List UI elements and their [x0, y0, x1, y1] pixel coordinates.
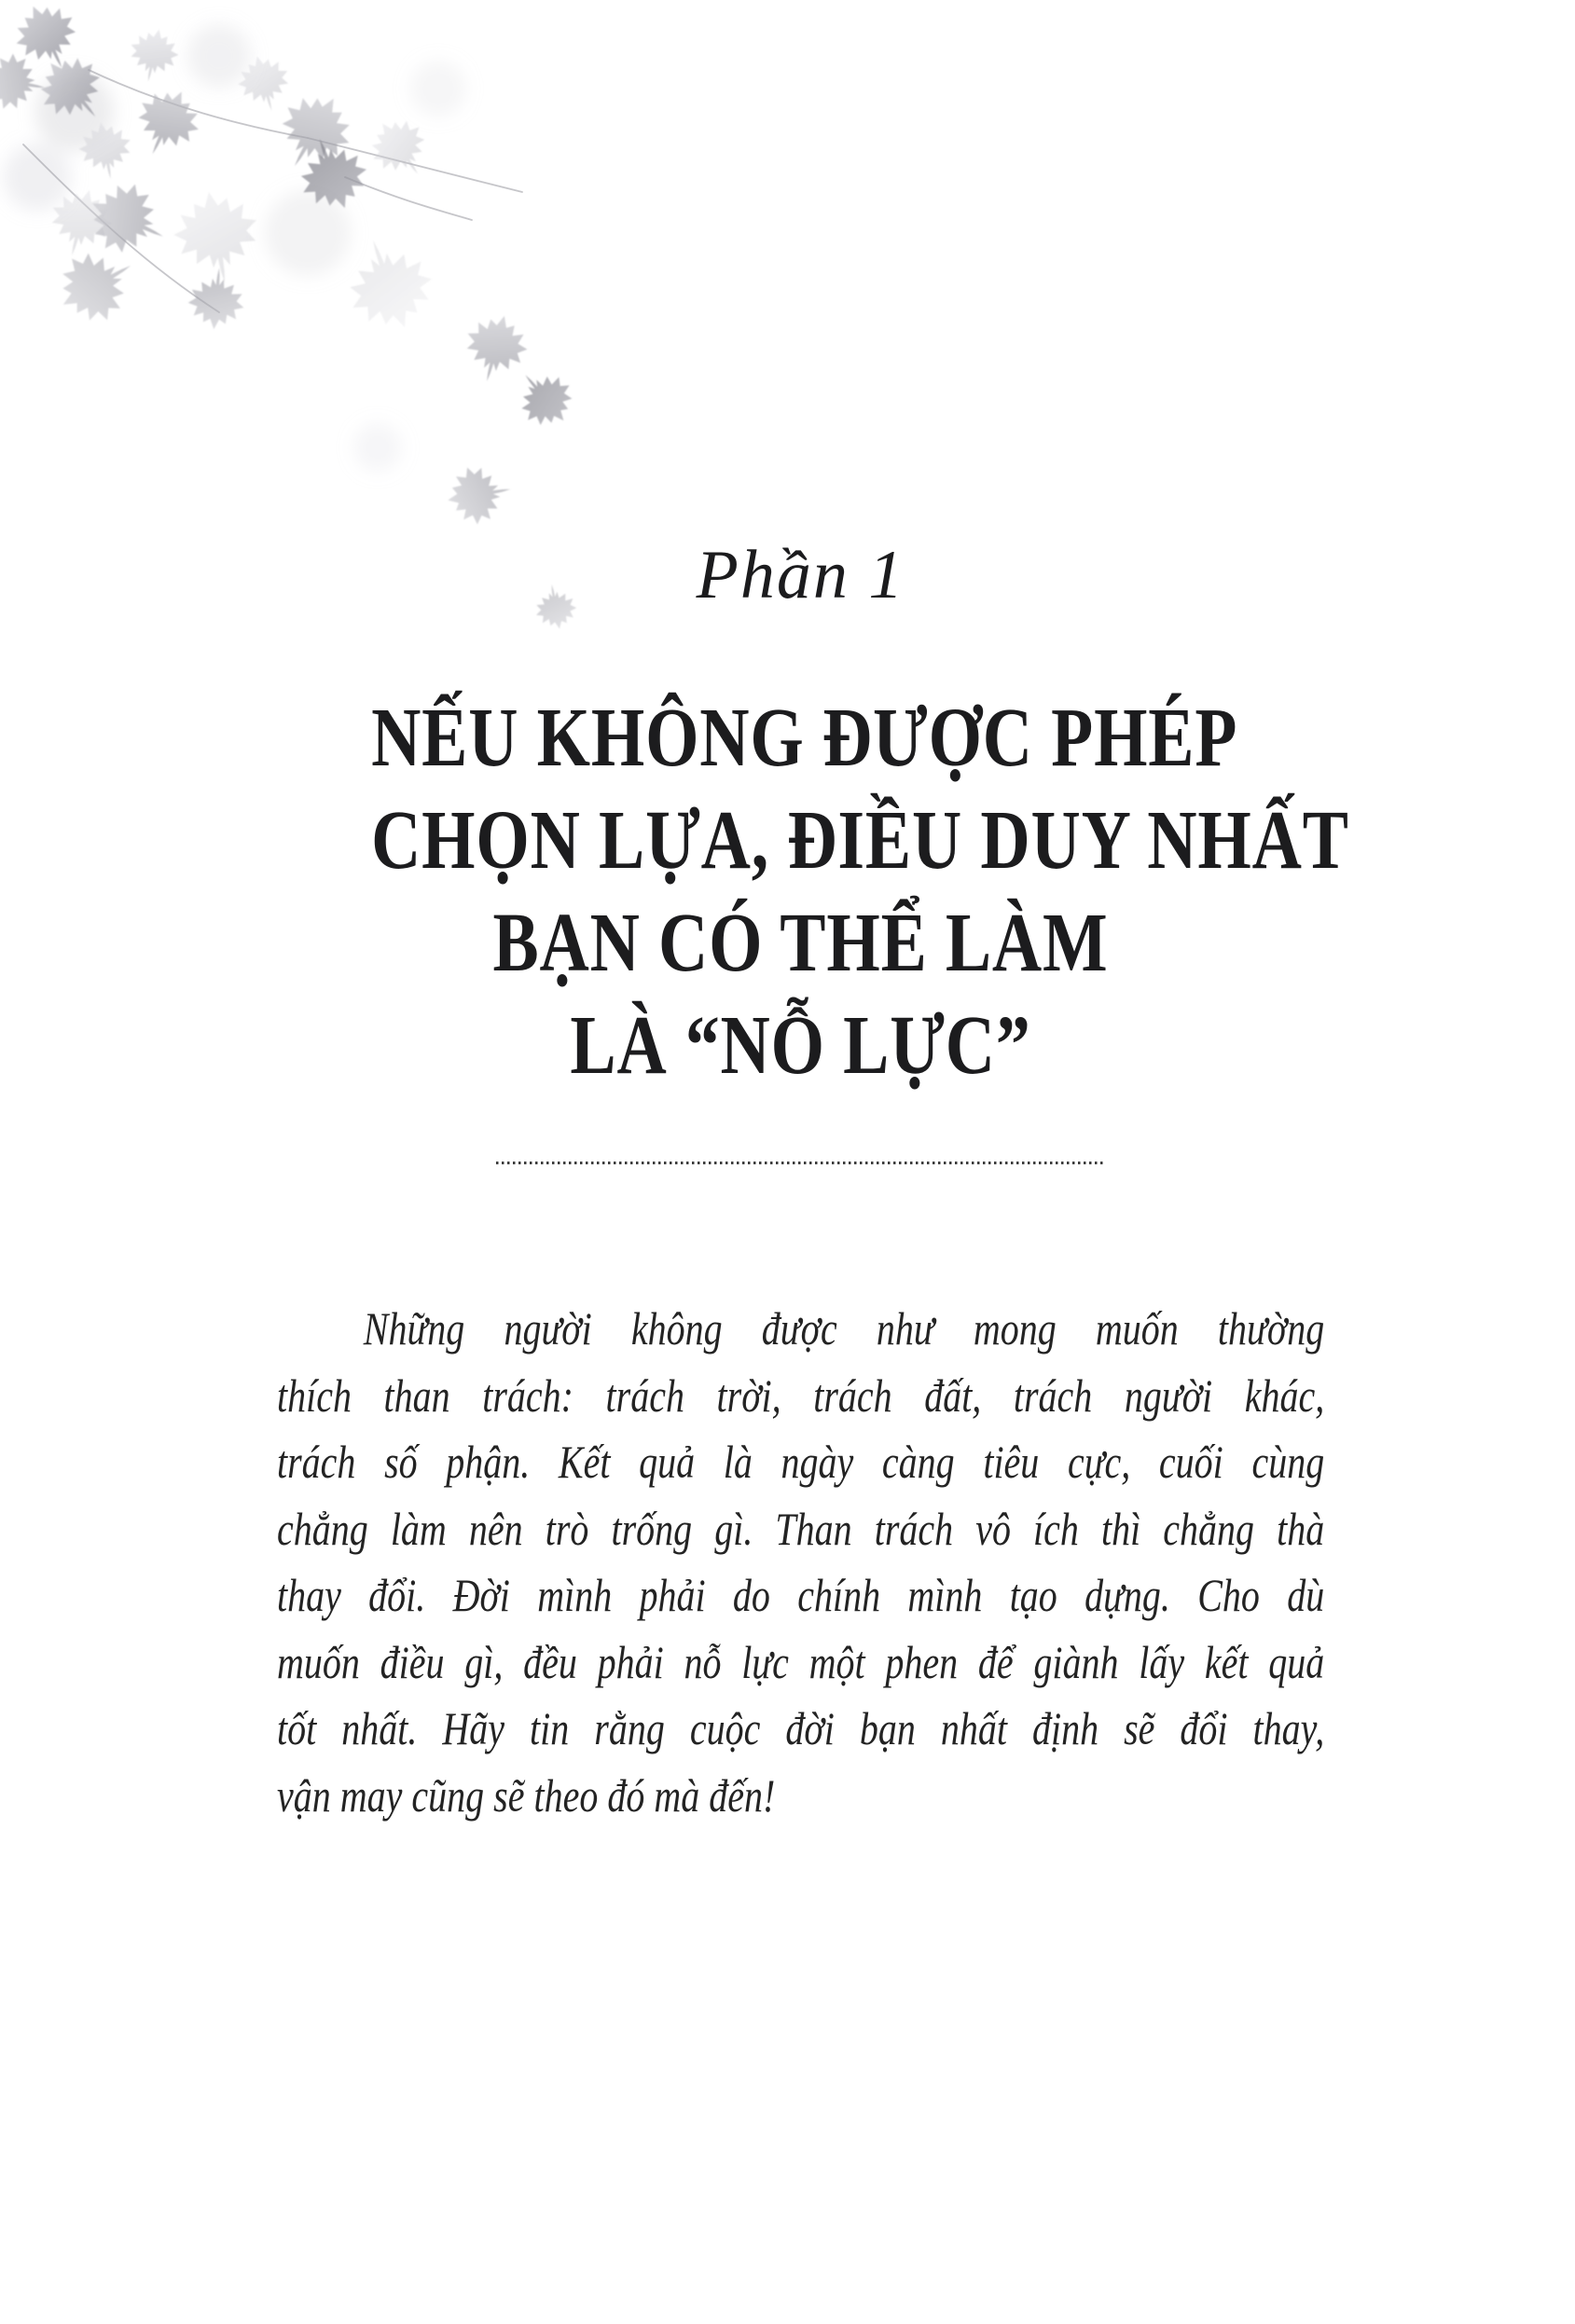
paragraph-line: vận may cũng sẽ theo đó mà đến! — [277, 1768, 776, 1822]
text-column — [277, 0, 1349, 2324]
title-line: CHỌN LỰA, ĐIỀU DUY NHẤT — [371, 794, 1349, 887]
title-line: LÀ “NỖ LỰC” — [570, 999, 1031, 1092]
part-label: Phần 1 — [696, 537, 905, 613]
paragraph-line: muốn điều gì, đều phải nỗ lực một phen để giành lấy kết quả — [277, 1635, 1325, 1688]
title-line: NẾU KHÔNG ĐƯỢC PHÉP — [371, 692, 1238, 784]
body-paragraph — [277, 1296, 1324, 1829]
dotted-divider — [496, 1162, 1104, 1164]
paragraph-line: tốt nhất. Hãy tin rằng cuộc đời bạn nhất định sẽ đổi thay, — [277, 1702, 1325, 1754]
chapter-title — [277, 687, 1349, 1097]
paragraph-line: thay đổi. Đời mình phải do chính mình tạo dựng. Cho dù — [277, 1569, 1325, 1621]
paragraph-line: trách số phận. Kết quả là ngày càng tiêu cực, cuối cùng — [277, 1436, 1325, 1488]
title-line: BẠN CÓ THỂ LÀM — [492, 897, 1109, 989]
paragraph-line: chẳng làm nên trò trống gì. Than trách vô ích thì chẳng thà — [277, 1502, 1325, 1555]
paragraph-line: thích than trách: trách trời, trách đất, trách người khác, — [277, 1368, 1325, 1422]
paragraph-line: Những người không được như mong muốn thường — [363, 1302, 1325, 1355]
